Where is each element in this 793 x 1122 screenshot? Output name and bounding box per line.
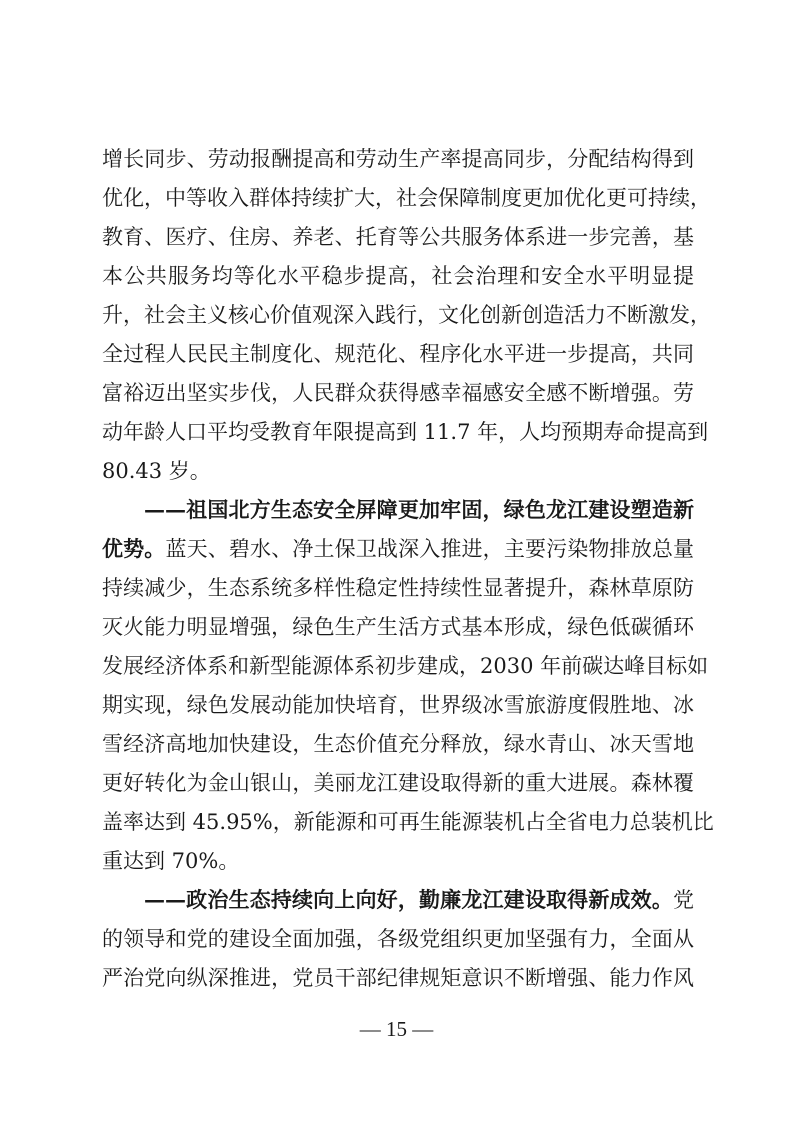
text-line: 升，社会主义核心价值观深入践行，文化创新创造活力不断激发， <box>102 303 711 327</box>
text-line: 本公共服务均等化水平稳步提高，社会治理和安全水平明显提 <box>102 264 694 288</box>
text-line: 教育、医疗、住房、养老、托育等公共服务体系进一步完善，基 <box>102 225 694 249</box>
text-line: 灭火能力明显增强，绿色生产生活方式基本形成，绿色低碳循环 <box>102 615 694 639</box>
text-line: 雪经济高地加快建设，生态价值充分释放，绿水青山、冰天雪地 <box>102 732 694 756</box>
text-line: 发展经济体系和新型能源体系初步建成，2030 年前碳达峰目标如 <box>102 654 709 678</box>
text-line: 期实现，绿色发展动能加快培育，世界级冰雪旅游度假胜地、冰 <box>102 693 694 717</box>
text-line: 盖率达到 45.95%，新能源和可再生能源装机占全省电力总装机比 <box>102 810 714 834</box>
text-line: 优化，中等收入群体持续扩大，社会保障制度更加优化更可持续， <box>102 186 711 210</box>
text-span: 党 <box>673 888 694 912</box>
text-line: 的领导和党的建设全面加强，各级党组织更加坚强有力，全面从 <box>102 927 694 951</box>
text-line: 动年龄人口平均受教育年限提高到 11.7 年，人均预期寿命提高到 <box>102 420 709 444</box>
text-line: 全过程人民民主制度化、规范化、程序化水平进一步提高，共同 <box>102 342 694 366</box>
text-line: 增长同步、劳动报酬提高和劳动生产率提高同步，分配结构得到 <box>102 147 694 171</box>
text-line: 更好转化为金山银山，美丽龙江建设取得新的重大进展。森林覆 <box>102 771 694 795</box>
section-heading: ——祖国北方生态安全屏障更加牢固，绿色龙江建设塑造新 <box>144 497 694 522</box>
text-line <box>144 885 694 915</box>
section-heading-end: 优势。 <box>102 536 166 561</box>
text-span: 蓝天、碧水、净土保卫战深入推进，主要污染物排放总量 <box>165 537 695 561</box>
page-number: — 15 — <box>359 1017 434 1041</box>
text-line: 80.43 岁。 <box>102 459 211 483</box>
text-line: 重达到 70%。 <box>102 849 240 873</box>
text-line <box>102 534 694 564</box>
section-heading: ——政治生态持续向上向好，勤廉龙江建设取得新成效。 <box>144 887 673 912</box>
text-line: 严治党向纵深推进，党员干部纪律规矩意识不断增强、能力作风 <box>102 966 694 990</box>
text-line: 持续减少，生态系统多样性稳定性持续性显著提升，森林草原防 <box>102 576 694 600</box>
text-line: 富裕迈出坚实步伐，人民群众获得感幸福感安全感不断增强。劳 <box>102 381 694 405</box>
